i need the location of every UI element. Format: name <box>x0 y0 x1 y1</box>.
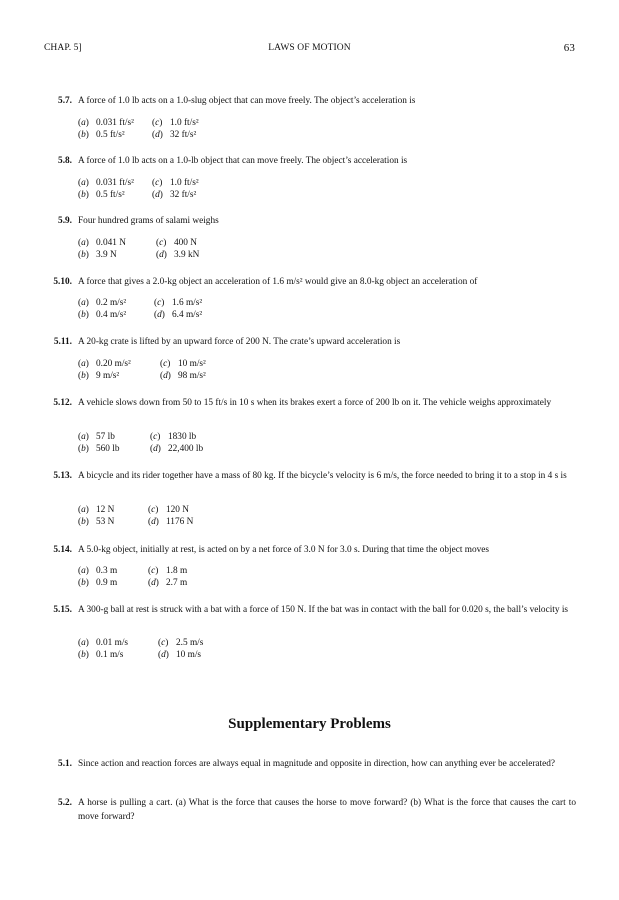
section-title: Supplementary Problems <box>228 716 391 732</box>
problem-number: 5.13. <box>53 471 72 481</box>
problem-text: A 5.0-kg object, initially at rest, is acted on by a net force of 3.0 N for 3.0 s. During that time the object moves <box>78 545 490 555</box>
answer-option: (a) 0.2 m/s² <box>78 298 127 308</box>
answer-option: (d) 1176 N <box>148 517 194 527</box>
answer-option: (b) 0.4 m/s² <box>78 310 127 320</box>
answer-option: (b) 53 N <box>78 517 115 527</box>
answer-option: (d) 32 ft/s² <box>152 190 197 200</box>
problem-number: 5.11. <box>53 337 72 347</box>
answer-option: (b) 0.1 m/s <box>78 650 124 660</box>
page-header <box>44 43 575 57</box>
answer-option: (a) 0.041 N <box>78 238 126 248</box>
problem-text: A force that gives a 2.0-kg object an acceleration of 1.6 m/s² would give an 8.0-kg object an acceleration of <box>78 277 478 287</box>
problem-text: A horse is pulling a cart. (a) What is the force that causes the horse to move forward? (b) What is the force that causes the cart to move forward? <box>78 798 576 822</box>
answer-option: (c) 2.5 m/s <box>158 638 204 648</box>
problem-text: A force of 1.0 lb acts on a 1.0-slug object that can move freely. The object’s acceleration is <box>78 96 416 106</box>
problem-text: A force of 1.0 lb acts on a 1.0-lb object that can move freely. The object’s acceleration is <box>78 156 408 166</box>
answer-option: (a) 0.01 m/s <box>78 638 129 648</box>
problem-number: 5.9. <box>58 216 72 226</box>
answer-option: (b) 3.9 N <box>78 250 117 260</box>
answer-option: (d) 22,400 lb <box>150 444 204 454</box>
page-number: 63 <box>563 42 575 54</box>
answer-option: (c) 1.6 m/s² <box>154 298 203 308</box>
answer-option: (b) 0.5 ft/s² <box>78 130 125 140</box>
problem-number: 5.15. <box>53 605 72 615</box>
answer-option: (d) 6.4 m/s² <box>154 310 203 320</box>
problem-number: 5.14. <box>53 545 72 555</box>
answer-option: (d) 2.7 m <box>148 578 188 588</box>
answer-option: (d) 10 m/s <box>158 650 202 660</box>
answer-option: (b) 9 m/s² <box>78 371 120 381</box>
problem-text: Four hundred grams of salami weighs <box>78 216 219 226</box>
answer-option: (d) 98 m/s² <box>160 371 206 381</box>
answer-option: (c) 120 N <box>148 505 189 515</box>
problem-text: A bicycle and its rider together have a mass of 80 kg. If the bicycle’s velocity is 6 m/s, the force needed to bring it to a stop in 4 s is <box>78 471 567 481</box>
problem-number: 5.8. <box>58 156 72 166</box>
answer-option: (a) 12 N <box>78 505 115 515</box>
answer-option: (b) 560 lb <box>78 444 120 454</box>
answer-option: (c) 1.0 ft/s² <box>152 118 199 128</box>
problem-text: A 300-g ball at rest is struck with a bat with a force of 150 N. If the bat was in contact with the ball for 0.020 s, the ball’s velocity is <box>78 605 569 615</box>
chapter-title: LAWS OF MOTION <box>268 43 351 53</box>
answer-option: (a) 0.031 ft/s² <box>78 178 134 188</box>
answer-option: (a) 0.20 m/s² <box>78 359 131 369</box>
chapter-label: CHAP. 5] <box>44 43 82 53</box>
problem-number: 5.12. <box>53 398 72 408</box>
problem-text: A vehicle slows down from 50 to 15 ft/s in 10 s when its brakes exert a force of 200 lb on it. The vehicle weighs approximately <box>78 398 552 408</box>
answer-option: (b) 0.9 m <box>78 578 118 588</box>
answer-option: (a) 0.031 ft/s² <box>78 118 134 128</box>
answer-option: (b) 0.5 ft/s² <box>78 190 125 200</box>
answer-option: (a) 0.3 m <box>78 566 118 576</box>
problem-number: 5.7. <box>58 96 72 106</box>
problem-number: 5.1. <box>58 759 72 769</box>
answer-option: (c) 1.8 m <box>148 566 188 576</box>
answer-option: (c) 400 N <box>156 238 197 248</box>
problem-text: A 20-kg crate is lifted by an upward force of 200 N. The crate’s upward acceleration is <box>78 337 401 347</box>
answer-option: (d) 3.9 kN <box>156 250 200 260</box>
answer-option: (a) 57 lb <box>78 432 115 442</box>
answer-option: (c) 1.0 ft/s² <box>152 178 199 188</box>
problem-text: Since action and reaction forces are always equal in magnitude and opposite in direction, how can anything ever be accelerated? <box>78 759 556 769</box>
answer-option: (d) 32 ft/s² <box>152 130 197 140</box>
problem-number: 5.2. <box>58 798 72 808</box>
answer-option: (c) 1830 lb <box>150 432 197 442</box>
answer-option: (c) 10 m/s² <box>160 359 206 369</box>
problem-number: 5.10. <box>53 277 72 287</box>
